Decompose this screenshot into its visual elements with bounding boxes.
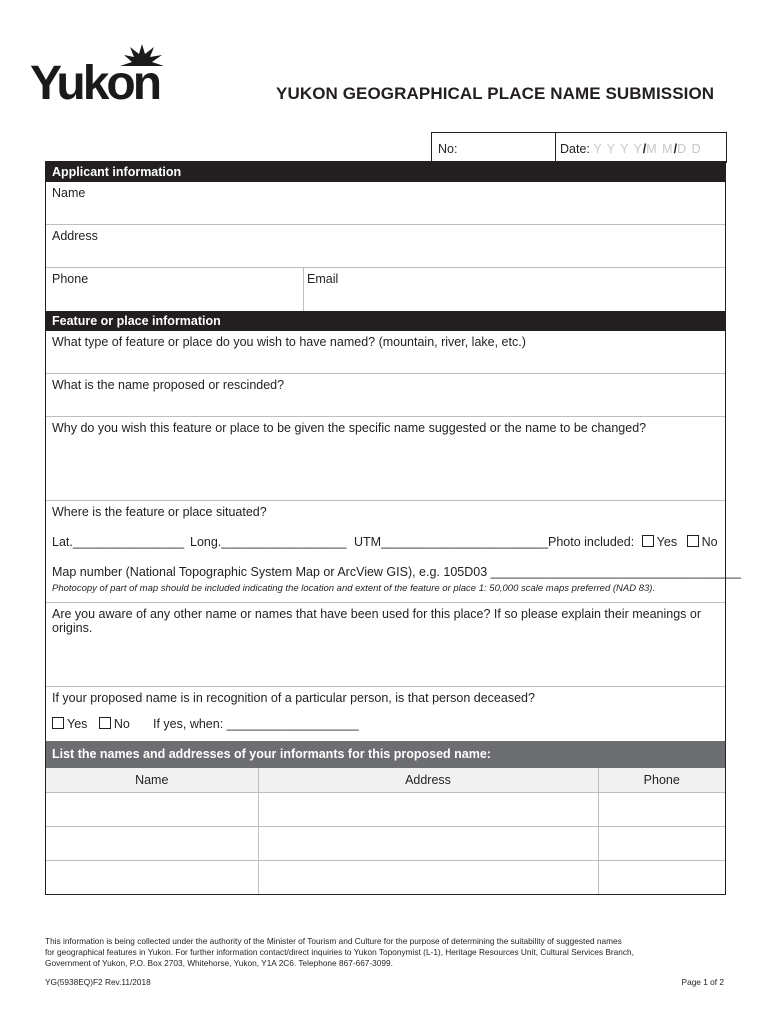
photo-no-checkbox[interactable] (687, 535, 699, 547)
informant-phone-cell[interactable] (598, 793, 725, 827)
page-title: YUKON GEOGRAPHICAL PLACE NAME SUBMISSION (276, 84, 715, 103)
date-day-placeholder: D D (677, 142, 702, 156)
form-code: YG(5938EQ)F2 Rev.11/2018 (45, 977, 151, 987)
informant-name-cell[interactable] (46, 827, 258, 861)
address-field[interactable] (46, 225, 725, 268)
other-names-field[interactable] (46, 603, 725, 687)
deceased-yes-checkbox[interactable] (52, 717, 64, 729)
latitude-field[interactable]: Lat.________________ (52, 535, 185, 549)
person-question: If your proposed name is in recognition of a particular person, is that person deceased? (52, 691, 535, 705)
privacy-notice-line: for geographical features in Yukon. For further information contact/direct inquiries to Yukon Toponymist (L-1), Heritage Resources Unit, Cultural Services Branch, (45, 947, 634, 957)
deceased-no-checkbox[interactable] (99, 717, 111, 729)
informant-address-cell[interactable] (258, 827, 598, 861)
submission-form (45, 161, 741, 895)
logo-wordmark: Yukon (30, 57, 160, 110)
name-label: Name (52, 186, 86, 200)
address-label: Address (52, 229, 98, 243)
map-number-field[interactable]: Map number (National Topographic System Map or ArcView GIS), e.g. 105D03 ____________________________________ (52, 565, 741, 579)
informant-phone-cell[interactable] (598, 827, 725, 861)
table-row (46, 827, 725, 861)
feature-type-field[interactable] (46, 331, 725, 374)
reason-question: Why do you wish this feature or place to be given the specific name suggested or the name to be changed? (52, 421, 647, 435)
deceased-no-label: No (113, 717, 130, 731)
longitude-field[interactable]: Long.__________________ (190, 535, 347, 549)
privacy-notice-line: This information is being collected under the authority of the Minister of Tourism and Culture for the purpose of determining the suitability of suggested names (45, 936, 622, 946)
number-field[interactable] (438, 142, 457, 156)
phone-label: Phone (52, 272, 89, 286)
photo-yes-label: Yes (656, 535, 678, 549)
person-block (46, 687, 725, 741)
deceased-options (52, 717, 130, 731)
date-slash: / (642, 142, 647, 156)
column-header-address: Address (258, 768, 598, 793)
table-row (46, 861, 725, 895)
phone-email-row (46, 268, 725, 311)
email-label: Email (307, 272, 339, 286)
number-date-box (431, 132, 727, 163)
other-names-question: Are you aware of any other name or names that have been used for this place? If so please explain their meanings or origins. (52, 607, 701, 635)
date-year-placeholder: Y Y Y Y (593, 142, 643, 156)
applicant-section-header: Applicant information (46, 162, 725, 182)
feature-section-header: Feature or place information (46, 311, 725, 331)
yukon-logo (30, 44, 180, 110)
number-label: No: (438, 142, 458, 156)
date-slash: / (673, 142, 678, 156)
map-note: Photocopy of part of map should be included indicating the location and extent of the feature or place 1: 50,000 scale maps preferred (NAD 83). (52, 583, 656, 594)
informant-address-cell[interactable] (258, 793, 598, 827)
date-field[interactable] (560, 142, 702, 156)
proposed-name-question: What is the name proposed or rescinded? (52, 378, 285, 392)
column-header-name: Name (46, 768, 258, 793)
deceased-yes-label: Yes (67, 717, 88, 731)
date-label: Date: (560, 142, 590, 156)
name-field[interactable] (46, 182, 725, 225)
date-month-placeholder: M M (646, 142, 674, 156)
informant-name-cell[interactable] (46, 861, 258, 895)
photo-included-label: Photo included: (548, 535, 635, 549)
location-question: Where is the feature or place situated? (52, 505, 267, 519)
phone-email-divider (303, 268, 304, 311)
photo-yes-checkbox[interactable] (642, 535, 654, 547)
informants-table (46, 768, 725, 894)
photo-included-group (548, 535, 718, 549)
reason-field[interactable] (46, 417, 725, 501)
privacy-notice (45, 936, 705, 969)
feature-type-question: What type of feature or place do you wish to have named? (mountain, river, lake, etc.) (52, 335, 526, 349)
privacy-notice-line: Government of Yukon, P.O. Box 2703, Whitehorse, Yukon, Y1A 2C6. Telephone 867-667-3099. (45, 958, 393, 968)
column-header-phone: Phone (598, 768, 725, 793)
informant-name-cell[interactable] (46, 793, 258, 827)
page-number: Page 1 of 2 (681, 977, 724, 987)
informants-section-header: List the names and addresses of your informants for this proposed name: (46, 741, 725, 768)
photo-no-label: No (701, 535, 718, 549)
informant-phone-cell[interactable] (598, 861, 725, 895)
table-row (46, 793, 725, 827)
if-yes-when-field[interactable]: If yes, when: ___________________ (153, 717, 359, 731)
table-header-row (46, 768, 725, 793)
utm-field[interactable]: UTM________________________ (354, 535, 548, 549)
proposed-name-field[interactable] (46, 374, 725, 417)
informant-address-cell[interactable] (258, 861, 598, 895)
location-block (46, 501, 741, 603)
